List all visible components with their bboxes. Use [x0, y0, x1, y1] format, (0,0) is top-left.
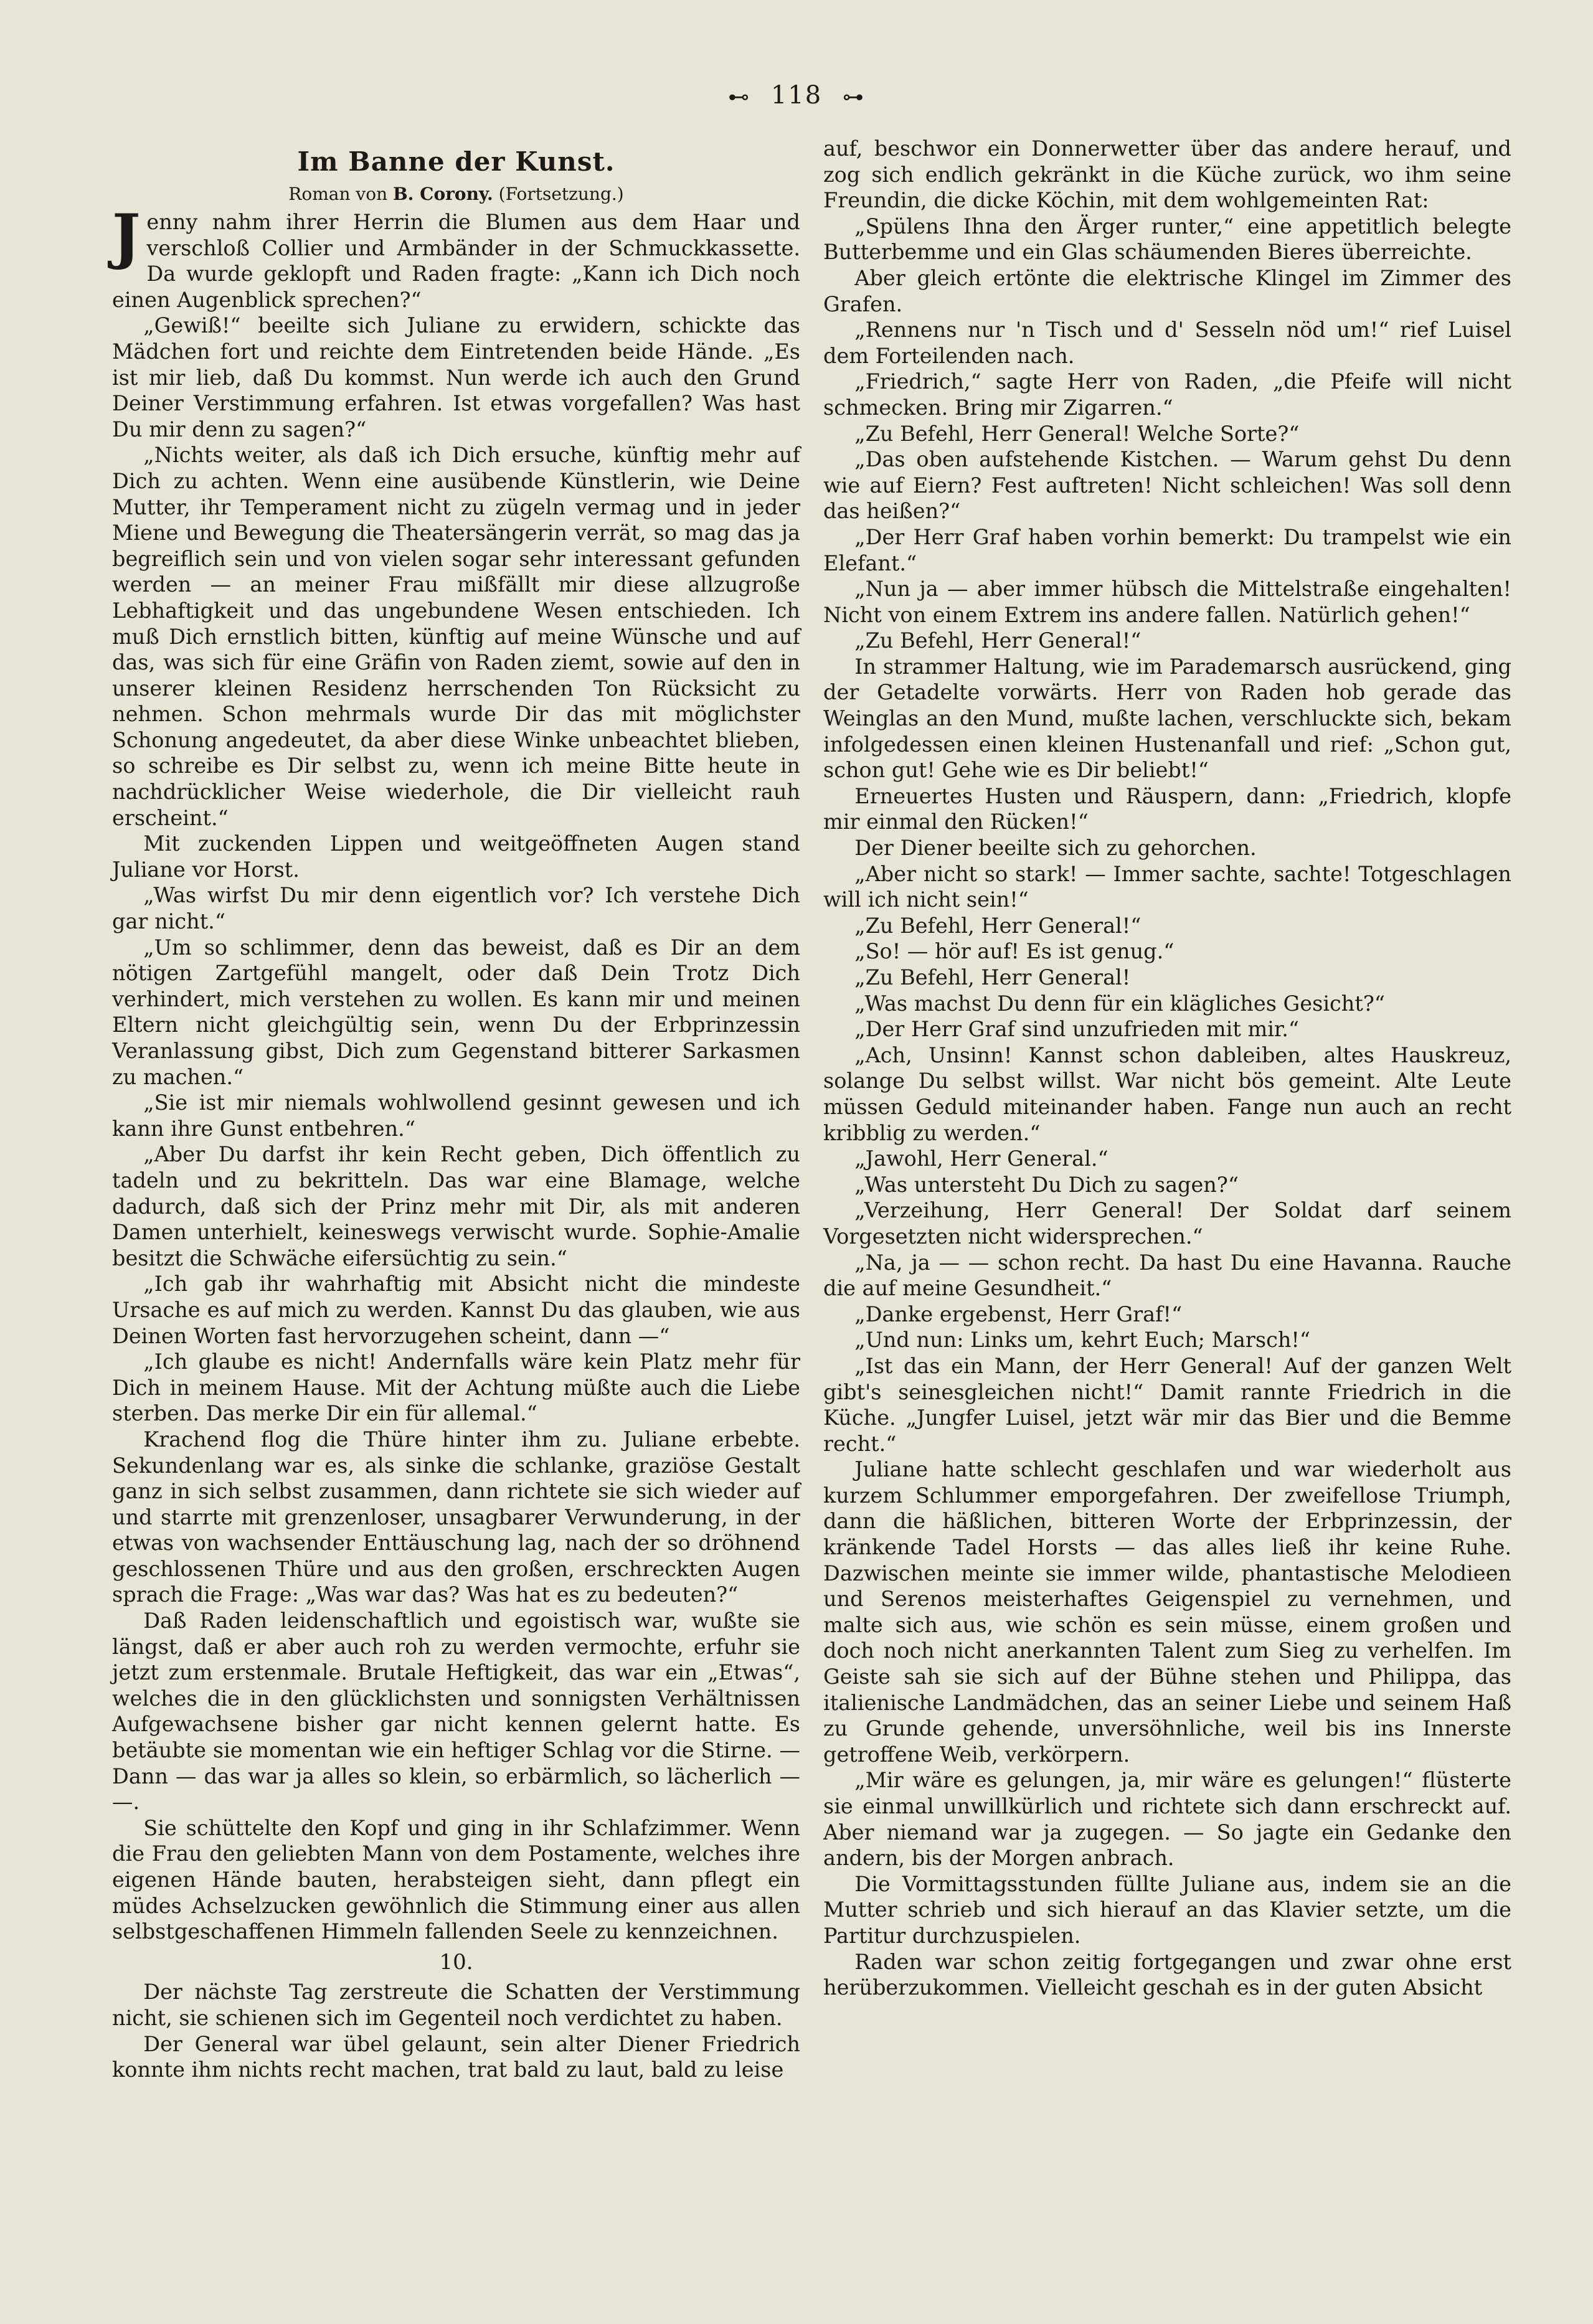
- chapter-paragraphs: [112, 1979, 800, 2082]
- paragraph: Erneuertes Husten und Räuspern, dann: „Friedrich, klopfe mir einmal den Rücken!“: [823, 783, 1511, 834]
- paragraph: „Was machst Du denn für ein klägliches Gesicht?“: [854, 991, 1385, 1016]
- ornament-left-icon: ⊷: [728, 85, 751, 110]
- paragraph: Der General war übel gelaunt, sein alter Diener Friedrich konnte ihm nichts recht machen, trat bald zu laut, bald zu leise: [112, 2031, 800, 2082]
- paragraph: Die Vormittagsstunden füllte Juliane aus, indem sie an die Mutter schrieb und sich hierauf an das Klavier setzte, um die Partitur durchzuspielen.: [823, 1871, 1511, 1948]
- paragraph: „Ich gab ihr wahrhaftig mit Absicht nicht die mindeste Ursache es auf mich zu werden. Kannst Du das glauben, wie aus Deinen Worten fast hervorzugehen scheint, dann —“: [112, 1272, 800, 1348]
- paragraph: „Aber Du darfst ihr kein Recht geben, Dich öffentlich zu tadeln und zu bekritteln. Das war eine Blamage, welche dadurch, daß sich der Prinz mehr mit Dir, als mit anderen Damen unterhielt, keineswegs verwischt wurde. Sophie-Amalie besitzt die Schwäche eifersüchtig zu sein.“: [112, 1142, 800, 1270]
- paragraph: „Was untersteht Du Dich zu sagen?“: [854, 1172, 1239, 1197]
- paragraph: „Jawohl, Herr General.“: [854, 1146, 1108, 1171]
- paragraph: „Gewiß!“ beeilte sich Juliane zu erwidern, schickte das Mädchen fort und reichte dem Eintretenden beide Hände. „Es ist mir lieb, daß Du kommst. Nun werde ich auch den Grund Deiner Verstimmung erfahren. Ist etwas vorgefallen? Was hast Du mir denn zu sagen?“: [112, 313, 800, 442]
- paragraph: „Friedrich,“ sagte Herr von Raden, „die Pfeife will nicht schmecken. Bring mir Zigarren.“: [823, 369, 1511, 420]
- paragraph: „Danke ergebenst, Herr Graf!“: [854, 1301, 1183, 1326]
- paragraph: „Ich glaube es nicht! Andernfalls wäre kein Platz mehr für Dich in meinem Hause. Mit der Achtung müßte auch die Liebe sterben. Das merke Dir ein für allemal.“: [112, 1349, 800, 1426]
- byline: [112, 182, 800, 207]
- paragraph: „Rennens nur 'n Tisch und d' Sesseln nöd um!“ rief Luisel dem Forteilenden nach.: [823, 318, 1511, 368]
- paragraph: In strammer Haltung, wie im Parademarsch ausrückend, ging der Getadelte vorwärts. Herr von Raden hob gerade das Weinglas an den Mund, mußte lachen, verschluckte sich, bekam infolgedessen einen kleinen Hustenanfall und rief: „Schon gut, schon gut! Gehe wie es Dir beliebt!“: [823, 654, 1511, 783]
- right-paragraphs: [823, 214, 1511, 2001]
- left-column: [112, 136, 800, 2083]
- paragraph: „So! — hör auf! Es ist genug.“: [854, 939, 1175, 964]
- paragraph: „Der Herr Graf haben vorhin bemerkt: Du trampelst wie ein Elefant.“: [823, 524, 1511, 575]
- paragraph: Aber gleich ertönte die elektrische Klingel im Zimmer des Grafen.: [823, 265, 1511, 316]
- first-paragraph: [112, 201, 800, 313]
- paragraph: „Spülens Ihna den Ärger runter,“ eine appetitlich belegte Butterbemme und ein Glas schäumenden Bieres überreichte.: [823, 214, 1511, 265]
- paragraph: Sie schüttelte den Kopf und ging in ihr Schlafzimmer. Wenn die Frau den geliebten Mann von dem Postamente, welches ihre eigenen Hände bauten, herabsteigen sieht, dann pflegt ein müdes Achselzucken gewöhnlich die Stimmung einer aus allen selbstgeschaffenen Himmeln fallenden Seele zu kennzeichnen.: [112, 1815, 800, 1944]
- ornament-right-icon: ⊶: [842, 85, 865, 110]
- paragraph: „Ach, Unsinn! Kannst schon dableiben, altes Hauskreuz, solange Du selbst willst. War nicht bös gemeint. Alte Leute müssen Geduld miteinander haben. Fange nun auch an recht kribblig zu werden.“: [823, 1042, 1511, 1145]
- paragraph: „Und nun: Links um, kehrt Euch; Marsch!“: [854, 1328, 1311, 1353]
- first-paragraph-text: enny nahm ihrer Herrin die Blumen aus dem Haar und verschloß Collier und Armbänder in der Schmuckkassette. Da wurde geklopft und Raden fragte: „Kann ich Dich noch einen Augenblick sprechen?“: [112, 210, 800, 312]
- left-paragraphs: [112, 313, 800, 1944]
- article-title: Im Banne der Kunst.: [297, 146, 615, 177]
- paragraph: „Sie ist mir niemals wohlwollend gesinnt gewesen und ich kann ihre Gunst entbehren.“: [112, 1090, 800, 1141]
- paragraph: „Zu Befehl, Herr General!“: [854, 628, 1142, 653]
- paragraph: „Ist das ein Mann, der Herr General! Auf der ganzen Welt gibt's seinesgleichen nicht!“ Damit rannte Friedrich in die Küche. „Jungfer Luisel, jetzt wär mir das Bier und die Bemme recht.“: [823, 1353, 1511, 1456]
- byline-prefix: Roman von: [288, 184, 388, 204]
- paragraph: Der Diener beeilte sich zu gehorchen.: [854, 836, 1257, 861]
- paragraph: „Verzeihung, Herr General! Der Soldat darf seinem Vorgesetzten nicht widersprechen.“: [823, 1198, 1511, 1249]
- right-column: [823, 136, 1511, 2001]
- paragraph: „Was wirfst Du mir denn eigentlich vor? Ich verstehe Dich gar nicht.“: [112, 883, 800, 934]
- paragraph: „Na, ja — — schon recht. Da hast Du eine Havanna. Rauche die auf meine Gesundheit.“: [823, 1250, 1511, 1301]
- chapter-number: 10.: [439, 1949, 473, 1975]
- byline-author: B. Corony.: [393, 184, 493, 204]
- paragraph: „Der Herr Graf sind unzufrieden mit mir.“: [854, 1017, 1300, 1042]
- paragraph: Mit zuckenden Lippen und weitgeöffneten Augen stand Juliane vor Horst.: [112, 831, 800, 882]
- paragraph: Der nächste Tag zerstreute die Schatten der Verstimmung nicht, sie schienen sich im Gegenteil noch verdichtet zu haben.: [112, 1980, 800, 2030]
- page-number: 118: [770, 81, 823, 110]
- paragraph: „Um so schlimmer, denn das beweist, daß es Dir an dem nötigen Zartgefühl mangelt, oder daß Dein Trotz Dich verhindert, mich verstehen zu wollen. Es kann mir und meinen Eltern nicht gleichgültig sein, wenn Du der Erbprinzessin Veranlassung gibst, Dich zum Gegenstand bitterer Sarkasmen zu machen.“: [112, 935, 800, 1089]
- paragraph: Krachend flog die Thüre hinter ihm zu. Juliane erbebte. Sekundenlang war es, als sinke die schlanke, graziöse Gestalt ganz in sich selbst zusammen, dann richtete sie sich wieder auf und starrte mit grenzenloser, unsagbarer Verwunderung, in der etwas von wachsender Enttäuschung lag, nach der so dröhnend geschlossenen Thüre und aus den großen, erschreckten Augen sprach die Frage: „Was war das? Was hat es zu bedeuten?“: [112, 1427, 800, 1607]
- paragraph: „Nichts weiter, als daß ich Dich ersuche, künftig mehr auf Dich zu achten. Wenn eine ausübende Künstlerin, wie Deine Mutter, ihr Temperament nicht zu zügeln vermag und in jeder Miene und Bewegung die Theatersängerin verrät, so mag das ja begreiflich sein und von vielen sogar sehr interessant gefunden werden — an meiner Frau mißfällt mir diese allzugroße Lebhaftigkeit und das ungebundene Wesen entschieden. Ich muß Dich ernstlich bitten, künftig auf meine Wünsche und auf das, was sich für eine Gräfin von Raden ziemt, sowie auf den in unserer kleinen Residenz herrschenden Ton Rücksicht zu nehmen. Schon mehrmals wurde Dir das mit möglichster Schonung angedeutet, da aber diese Winke unbeachtet blieben, so schreibe es Dir selbst zu, wenn ich meine Bitte heute in nachdrücklicher Weise wiederhole, die Dir vielleicht rauh erscheint.“: [112, 443, 800, 830]
- paragraph: Juliane hatte schlecht geschlafen und war wiederholt aus kurzem Schlummer emporgefahren. Der zweifellose Triumph, dann die häßlichen, bitteren Worte der Erbprinzessin, der kränkende Tadel Horsts — das alles ließ ihr keine Ruhe. Dazwischen meinte sie immer wilde, phantastische Melodieen und Serenos meisterhaftes Geigenspiel zu vernehmen, und malte sich aus, wie schön es sein müsse, einem großen und doch noch nicht anerkannten Talent zum Sieg zu verhelfen. Im Geiste sah sie sich auf der Bühne stehen und Philippa, das italienische Landmädchen, das an seiner Liebe und seinem Haß zu Grunde gehende, unversöhnliche, weil bis ins Innerste getroffene Weib, verkörpern.: [823, 1457, 1511, 1767]
- paragraph: „Das oben aufstehende Kistchen. — Warum gehst Du denn wie auf Eiern? Fest auftreten! Nicht schleichen! Was soll denn das heißen?“: [823, 447, 1511, 524]
- paragraph: Raden war schon zeitig fortgegangen und zwar ohne erst herüberzukommen. Vielleicht geschah es in der guten Absicht: [823, 1949, 1511, 2000]
- byline-note: (Fortsetzung.): [498, 184, 624, 204]
- continuation-paragraph: auf, beschwor ein Donnerwetter über das andere herauf, und zog sich endlich gekränkt in die Küche zurück, wo ihm seine Freundin, die dicke Köchin, mit dem wohlgemeinten Rat:: [823, 136, 1511, 213]
- drop-cap: J: [112, 201, 141, 272]
- page-header: [0, 81, 1593, 110]
- paragraph: „Aber nicht so stark! — Immer sachte, sachte! Totgeschlagen will ich nicht sein!“: [823, 861, 1511, 912]
- paragraph: „Zu Befehl, Herr General!: [854, 965, 1131, 990]
- paragraph: „Zu Befehl, Herr General!“: [854, 913, 1142, 938]
- paragraph: „Zu Befehl, Herr General! Welche Sorte?“: [854, 421, 1300, 446]
- paragraph: Daß Raden leidenschaftlich und egoistisch war, wußte sie längst, daß er aber auch roh zu werden vermochte, erfuhr sie jetzt zum erstenmale. Brutale Heftigkeit, das war ein „Etwas“, welches die in den glücklichsten und sonnigsten Verhältnissen Aufgewachsene bisher gar nicht kennen gelernt hatte. Es betäubte sie momentan wie ein heftiger Schlag vor die Stirne. — Dann — das war ja alles so klein, so erbärmlich, so lächerlich — —.: [112, 1608, 800, 1815]
- paragraph: „Nun ja — aber immer hübsch die Mittelstraße eingehalten! Nicht von einem Extrem ins andere fallen. Natürlich gehen!“: [823, 577, 1511, 627]
- paragraph: „Mir wäre es gelungen, ja, mir wäre es gelungen!“ flüsterte sie einmal unwillkürlich und richtete sich dann erschreckt auf. Aber niemand war ja zugegen. — So jagte ein Gedanke den andern, bis der Morgen anbrach.: [823, 1768, 1511, 1871]
